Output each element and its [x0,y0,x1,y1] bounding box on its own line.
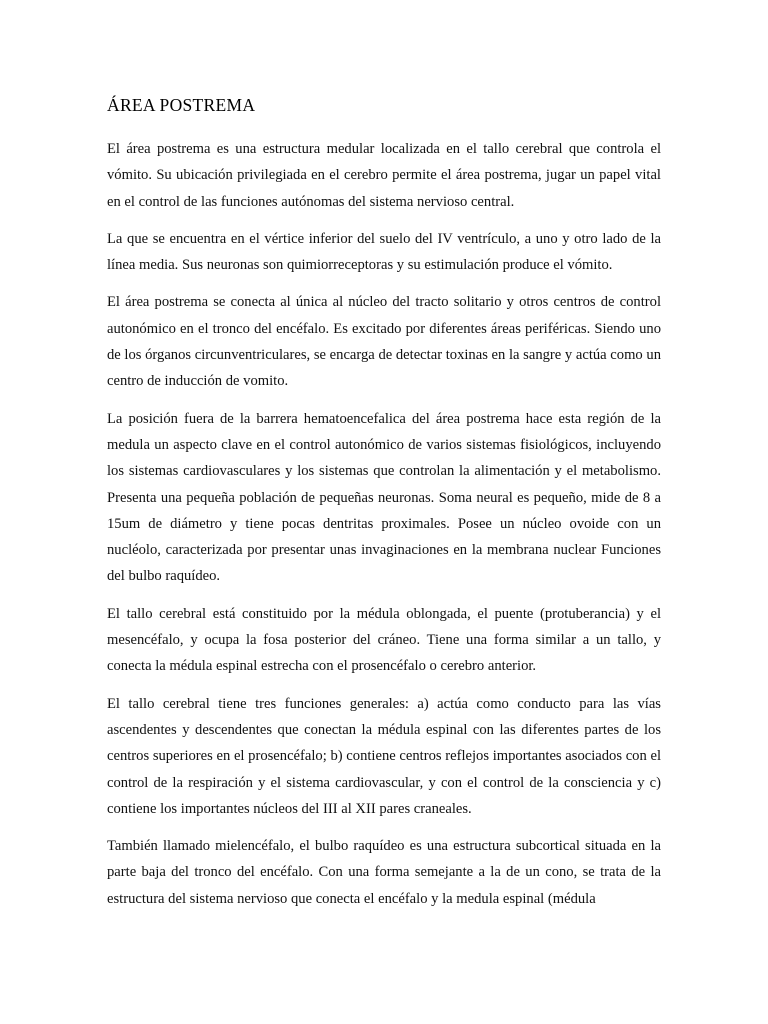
paragraph: El tallo cerebral tiene tres funciones generales: a) actúa como conducto para las vías ascendentes y descendentes que conectan la médula espinal con las diferentes partes de los centros superiores en el prosencéfalo; b) contiene centros reflejos importantes asociados con el control de la respiración y el sistema cardiovascular, y con el control de la consciencia y c) contiene los importantes núcleos del III al XII pares craneales. [107,695,661,817]
page-title: ÁREA POSTREMA [107,95,256,115]
document-content [107,94,661,923]
paragraph: La posición fuera de la barrera hematoencefalica del área postrema hace esta región de la medula un aspecto clave en el control autonómico de varios sistemas fisiológicos, incluyendo los sistemas cardiovasculares y los sistemas que controlan la alimentación y el metabolismo. Presenta una pequeña población de pequeñas neuronas. Soma neural es pequeño, mide de 8 a 15um de diámetro y tiene pocas dentritas proximales. Posee un núcleo ovoide con un nucléolo, caracterizada por presentar unas invaginaciones en la membrana nuclear Funciones del bulbo raquídeo. [107,410,661,585]
paragraph: También llamado mielencéfalo, el bulbo raquídeo es una estructura subcortical situada en la parte baja del tronco del encéfalo. Con una forma semejante a la de un cono, se trata de la estructura del sistema nervioso que conecta el encéfalo y la medula espinal (médula [107,838,661,907]
paragraph: La que se encuentra en el vértice inferior del suelo del IV ventrículo, a uno y otro lado de la línea media. Sus neuronas son quimiorreceptoras y su estimulación produce el vómito. [107,230,661,274]
paragraph: El área postrema es una estructura medular localizada en el tallo cerebral que controla el vómito. Su ubicación privilegiada en el cerebro permite el área postrema, jugar un papel vital en el control de las funciones autónomas del sistema nervioso central. [107,141,661,210]
paragraph: El área postrema se conecta al única al núcleo del tracto solitario y otros centros de control autonómico en el tronco del encéfalo. Es excitado por diferentes áreas periféricas. Siendo uno de los órganos circunventriculares, se encarga de detectar toxinas en la sangre y actúa como un centro de inducción de vomito. [107,294,661,390]
paragraph: El tallo cerebral está constituido por la médula oblongada, el puente (protuberancia) y el mesencéfalo, y ocupa la fosa posterior del cráneo. Tiene una forma similar a un tallo, y conecta la médula espinal estrecha con el prosencéfalo o cerebro anterior. [107,605,661,675]
